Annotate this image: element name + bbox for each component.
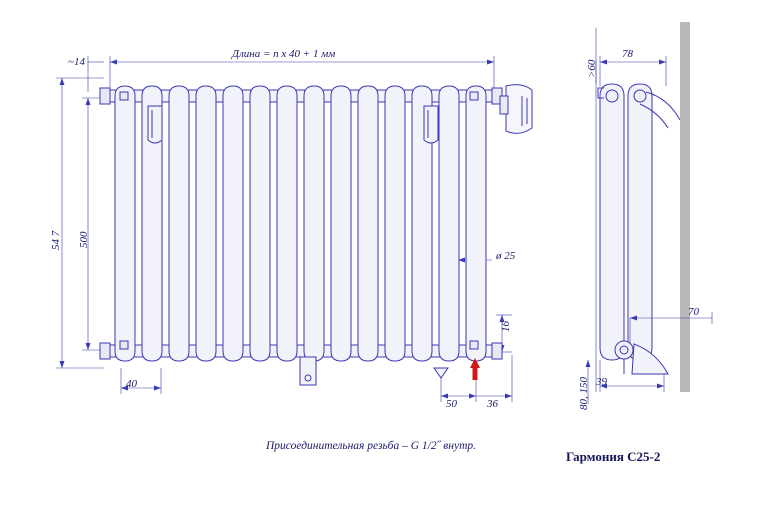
wall-bracket-bottom [300,357,316,385]
bottom-50-label: 50 [446,398,457,410]
bottom-36-label: 36 [487,398,498,410]
wall-bracket-top-left [148,106,162,143]
model-title: Гармония С25-2 [566,449,661,464]
front-view-group [56,56,532,402]
depth-60-label: >60 [586,59,598,78]
dim-70-label: 70 [688,306,699,318]
diameter-label: ø 25 [496,250,516,262]
radiator-body-front [100,85,532,385]
section-pitch-label: 40 [126,378,137,390]
tick-14-label: ~14 [68,56,85,68]
overall-height-label: 54 7 [50,230,62,250]
thread-note: Присоединительная резьба – G 1/2˝ внутр. [266,440,477,452]
side-view-group [586,22,713,404]
bottom-16-label: 16 [500,321,512,332]
thermostatic-valve-head [500,85,532,134]
center-height-label: 500 [78,231,90,248]
depth-78-label: 78 [622,48,633,60]
length-formula-label: Длина = n x 40 + 1 мм [232,48,336,60]
bottom-outlet-fitting [434,368,448,378]
dim-39-label: 39 [596,376,607,388]
wall-bracket-top-right [424,106,438,143]
wall-hatch [680,22,690,392]
dim-80-150-label: 80, 150 [578,377,590,410]
side-view-columns [600,84,652,360]
